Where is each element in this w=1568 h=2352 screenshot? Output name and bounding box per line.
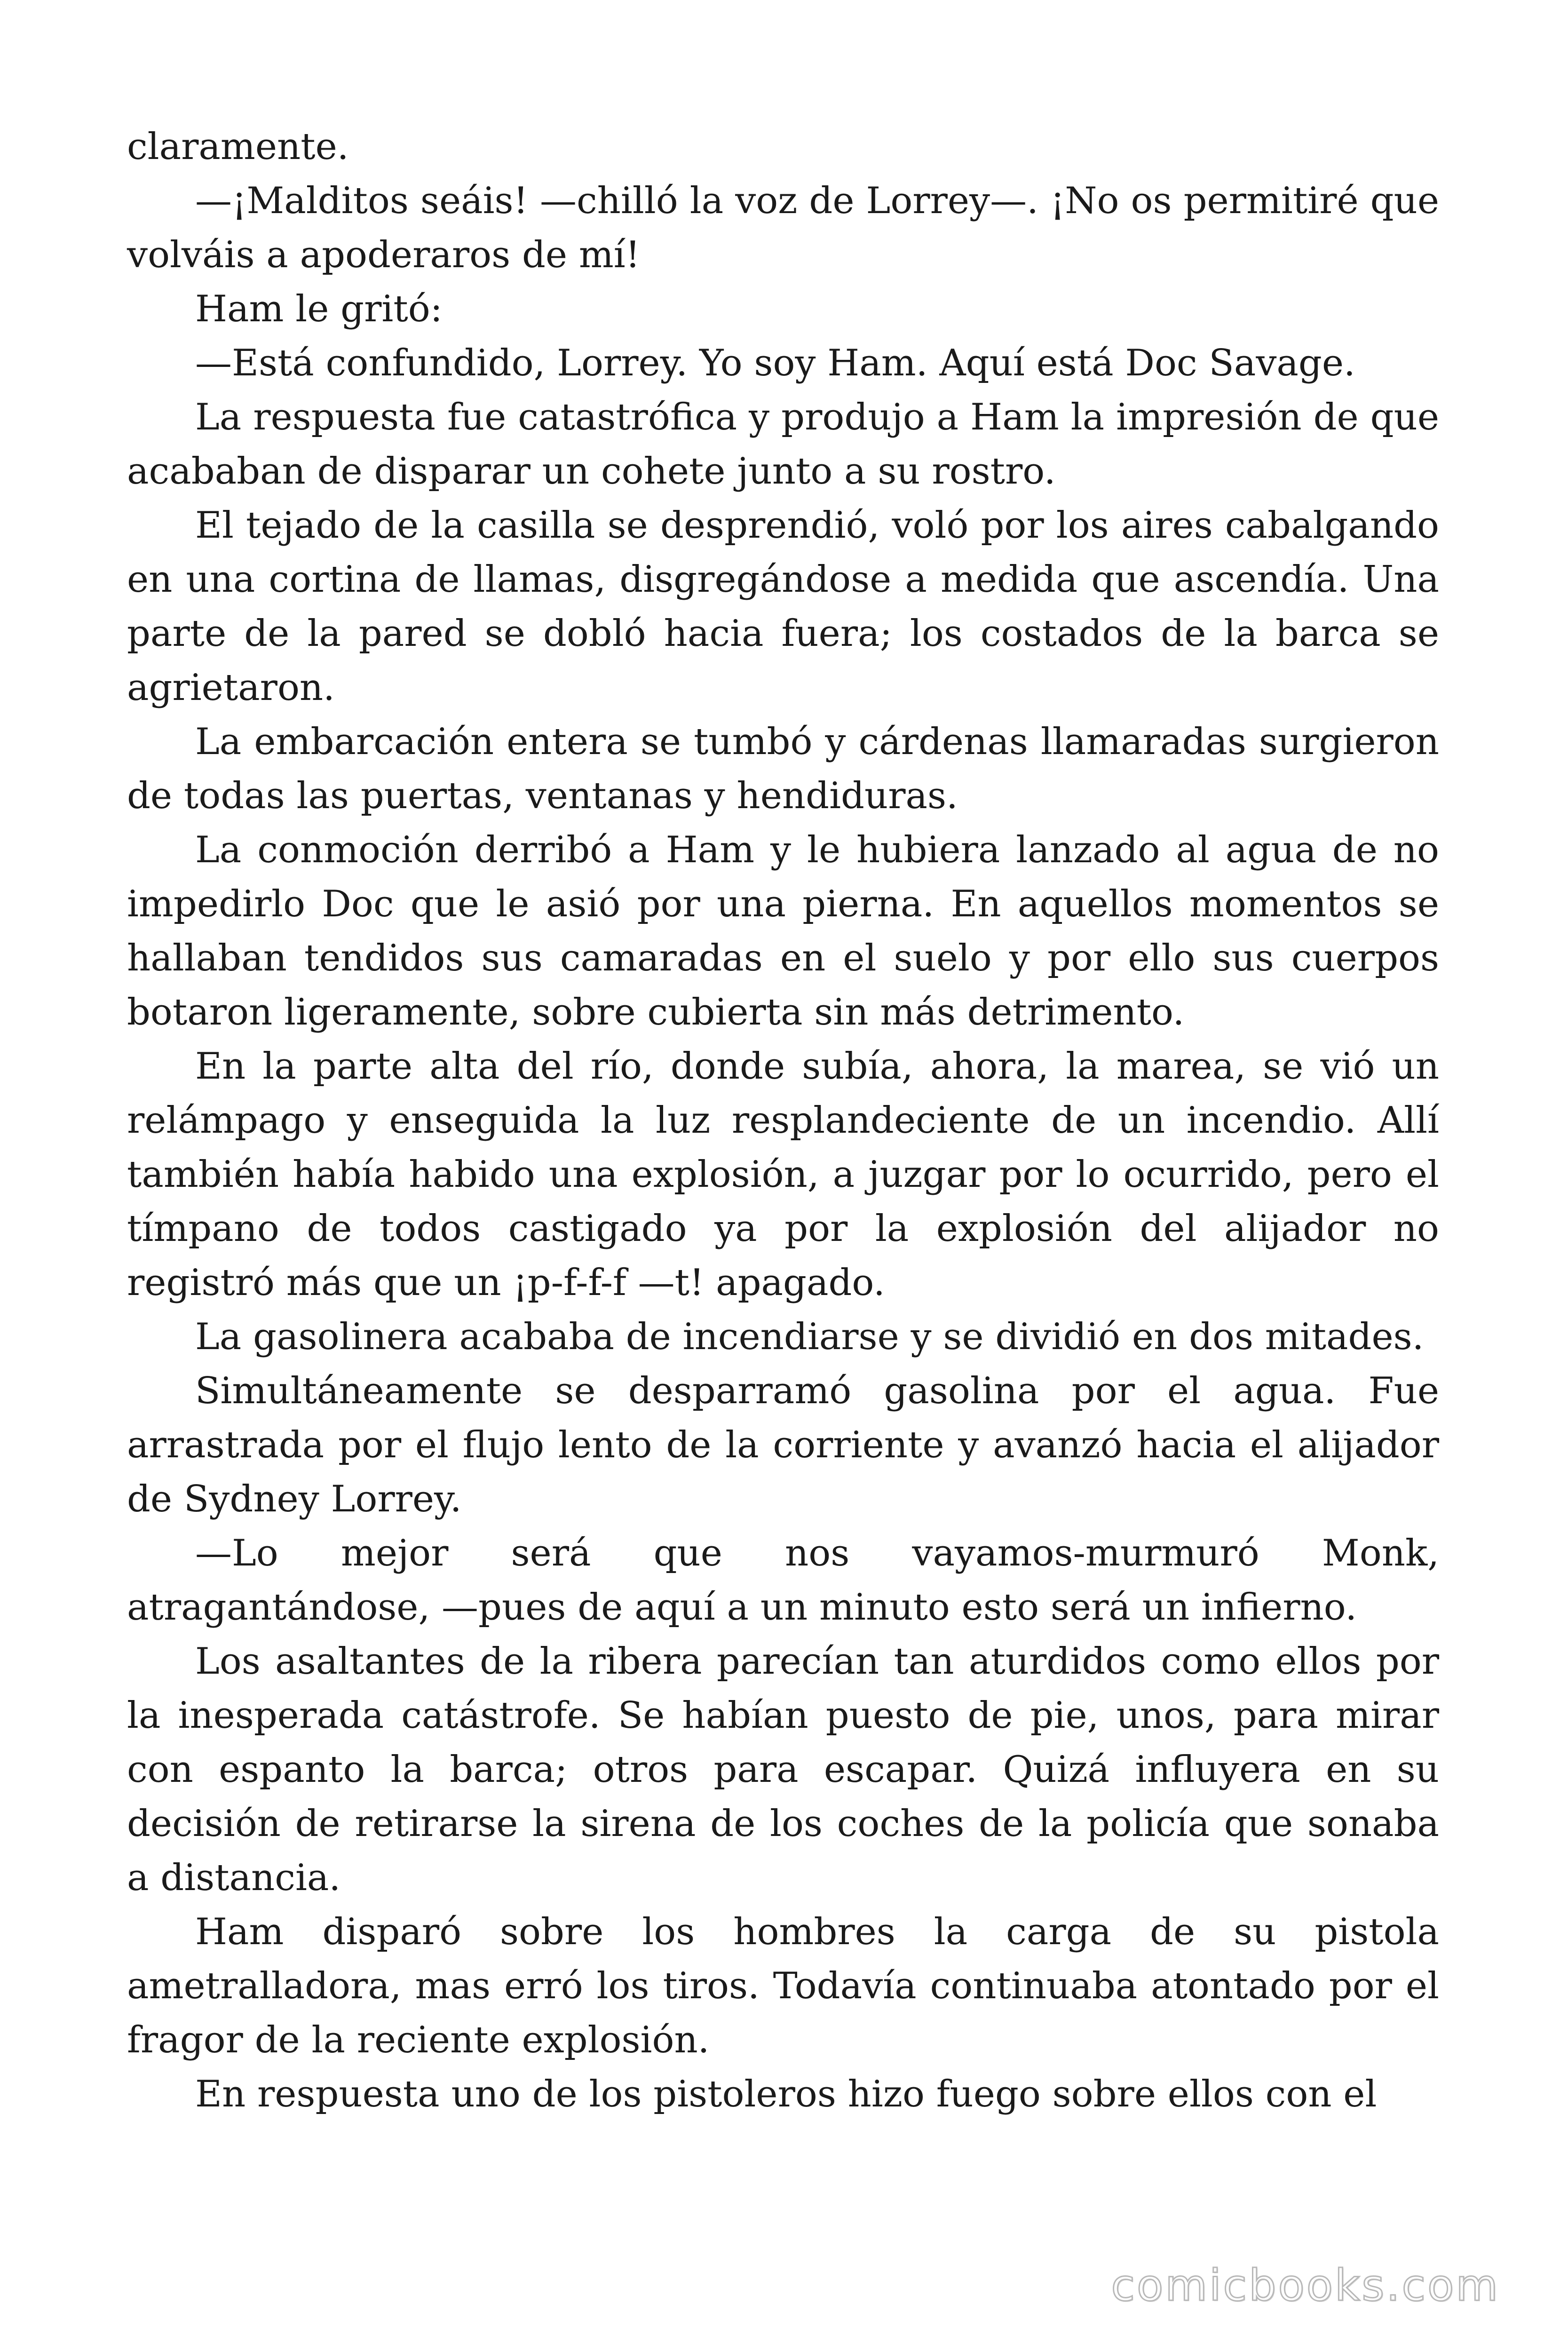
paragraph: —¡Malditos seáis! —chilló la voz de Lorrey—. ¡No os permitiré que volváis a apoderaros de mí! xyxy=(127,180,1439,276)
paragraph: La embarcación entera se tumbó y cárdenas llamaradas surgieron de todas las puertas, ventanas y hendiduras. xyxy=(127,721,1439,817)
watermark: comicbooks.com xyxy=(1111,2260,1500,2311)
paragraph: La gasolinera acababa de incendiarse y se dividió en dos mitades. xyxy=(195,1316,1424,1358)
page-body xyxy=(127,120,1439,2122)
paragraph: Simultáneamente se desparramó gasolina por el agua. Fue arrastrada por el flujo lento de la corriente y avanzó hacia el alijador de Sydney Lorrey. xyxy=(127,1370,1439,1520)
paragraph: La conmoción derribó a Ham y le hubiera lanzado al agua de no impedirlo Doc que le asió por una pierna. En aquellos momentos se hallaban tendidos sus camaradas en el suelo y por ello sus cuerpos botaron ligeramente, sobre cubierta sin más detrimento. xyxy=(127,829,1439,1033)
paragraph: Ham le gritó: xyxy=(195,288,443,330)
paragraph: Los asaltantes de la ribera parecían tan aturdidos como ellos por la inesperada catástrofe. Se habían puesto de pie, unos, para mirar con espanto la barca; otros para escapar. Quizá influyera en su decisión de retirarse la sirena de los coches de la policía que sonaba a distancia. xyxy=(127,1640,1439,1899)
paragraph: —Lo mejor será que nos vayamos-murmuró Monk, atragantándose, —pues de aquí a un minuto esto será un infierno. xyxy=(127,1532,1439,1629)
paragraph: Ham disparó sobre los hombres la carga de su pistola ametralladora, mas erró los tiros. Todavía continuaba atontado por el fragor de la reciente explosión. xyxy=(127,1911,1439,2061)
paragraph: claramente. xyxy=(127,126,349,168)
paragraph: La respuesta fue catastrófica y produjo a Ham la impresión de que acababan de disparar un cohete junto a su rostro. xyxy=(127,396,1439,493)
paragraph: En la parte alta del río, donde subía, ahora, la marea, se vió un relámpago y enseguida la luz resplandeciente de un incendio. Allí también había habido una explosión, a juzgar por lo ocurrido, pero el tímpano de todos castigado ya por la explosión del alijador no registró más que un ¡p-f-f-f —t! apagado. xyxy=(127,1045,1439,1304)
paragraph: El tejado de la casilla se desprendió, voló por los aires cabalgando en una cortina de llamas, disgregándose a medida que ascendía. Una parte de la pared se dobló hacia fuera; los costados de la barca se agrietaron. xyxy=(127,504,1439,709)
paragraph: —Está confundido, Lorrey. Yo soy Ham. Aquí está Doc Savage. xyxy=(195,342,1355,384)
paragraph: En respuesta uno de los pistoleros hizo fuego sobre ellos con el xyxy=(195,2073,1377,2115)
